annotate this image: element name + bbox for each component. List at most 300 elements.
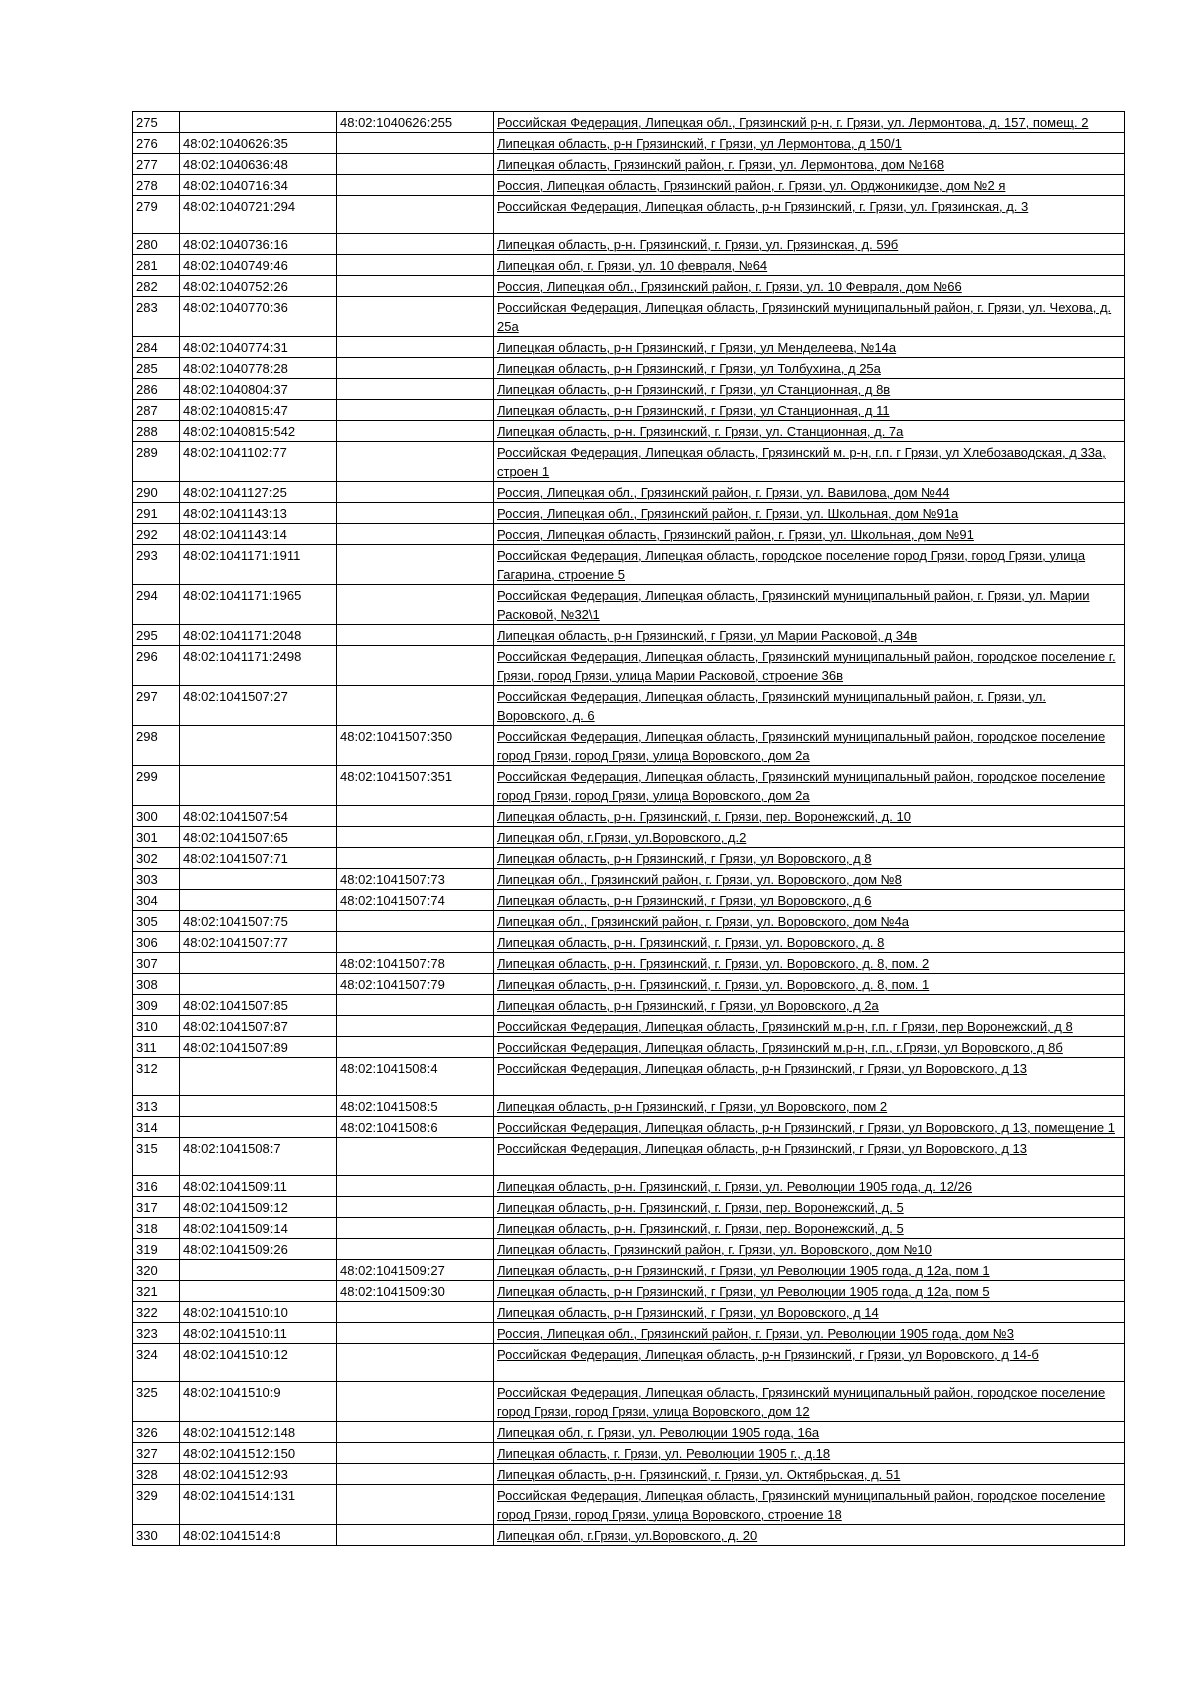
table-row: [133, 524, 1125, 545]
cadastral-number-object-cell: [337, 112, 494, 133]
cadastral-number-object-cell: [337, 1525, 494, 1546]
row-number-cell: [133, 1302, 180, 1323]
address-text: Липецкая область, р-н. Грязинский, г. Грязи, пер. Воронежский, д. 5: [497, 1200, 904, 1215]
cadastral-number-object-cell: [337, 482, 494, 503]
cadastral-number-object-cell: [337, 911, 494, 932]
cadastral-number-land-cell: [180, 1525, 337, 1546]
row-number-cell: [133, 869, 180, 890]
cadastral-number-land-cell: [180, 196, 337, 234]
row-number-cell: [133, 545, 180, 585]
row-number-text: 296: [136, 649, 158, 664]
address-cell: [494, 1443, 1125, 1464]
cadastral-number-land-text: 48:02:1041507:77: [183, 935, 288, 950]
cadastral-number-object-text: 48:02:1041508:4: [340, 1061, 438, 1076]
cadastral-number-land-cell: [180, 1464, 337, 1485]
cadastral-number-land-text: 48:02:1041507:65: [183, 830, 288, 845]
address-cell: [494, 133, 1125, 154]
cadastral-number-object-cell: [337, 133, 494, 154]
cadastral-number-object-cell: [337, 806, 494, 827]
table-row: [133, 503, 1125, 524]
cadastral-number-land-cell: [180, 953, 337, 974]
address-text: Липецкая область, р-н Грязинский, г Грязи, ул Станционная, д 8в: [497, 382, 891, 397]
address-text: Российская Федерация, Липецкая обл., Грязинский р-н, г. Грязи, ул. Лермонтова, д. 157, помещ. 2: [497, 115, 1089, 130]
cadastral-number-object-cell: [337, 1037, 494, 1058]
cadastral-number-object-cell: [337, 932, 494, 953]
row-number-text: 289: [136, 445, 158, 460]
cadastral-number-land-text: 48:02:1041512:148: [183, 1425, 296, 1440]
cadastral-number-object-cell: [337, 995, 494, 1016]
address-text: Липецкая область, р-н Грязинский, г Грязи, ул Воровского, д 8: [497, 851, 872, 866]
cadastral-number-land-text: 48:02:1041171:2048: [183, 628, 302, 643]
cadastral-number-land-text: 48:02:1040749:46: [183, 258, 288, 273]
table-row: [133, 1525, 1125, 1546]
address-cell: [494, 974, 1125, 995]
row-number-cell: [133, 827, 180, 848]
address-cell: [494, 154, 1125, 175]
address-text: Российская Федерация, Липецкая область, Грязинский муниципальный район, городское поселение город Грязи, город Грязи, улица Воровского, дом 12: [497, 1385, 1106, 1419]
cadastral-number-land-cell: [180, 358, 337, 379]
cadastral-number-land-text: 48:02:1041102:77: [183, 445, 287, 460]
address-text: Российская Федерация, Липецкая область, Грязинский м.р-н, г.п., г.Грязи, ул Воровского, д 8б: [497, 1040, 1063, 1055]
cadastral-number-land-cell: [180, 869, 337, 890]
cadastral-table: [132, 111, 1125, 1546]
address-cell: [494, 297, 1125, 337]
address-cell: [494, 1096, 1125, 1117]
cadastral-number-land-cell: [180, 1323, 337, 1344]
table-row: [133, 234, 1125, 255]
address-text: Липецкая область, р-н. Грязинский, г. Грязи, ул. Станционная, д. 7а: [497, 424, 904, 439]
cadastral-number-object-cell: [337, 297, 494, 337]
address-cell: [494, 1016, 1125, 1037]
address-text: Россия, Липецкая обл., Грязинский район, г. Грязи, ул. Школьная, дом №91а: [497, 506, 959, 521]
cadastral-number-land-text: 48:02:1041510:12: [183, 1347, 288, 1362]
cadastral-number-land-cell: [180, 1302, 337, 1323]
row-number-text: 304: [136, 893, 158, 908]
cadastral-number-land-text: 48:02:1041127:25: [183, 485, 287, 500]
table-row: [133, 442, 1125, 482]
cadastral-number-land-text: 48:02:1041507:75: [183, 914, 288, 929]
table-row: [133, 806, 1125, 827]
cadastral-number-object-cell: [337, 848, 494, 869]
cadastral-number-land-text: 48:02:1040636:48: [183, 157, 288, 172]
row-number-cell: [133, 379, 180, 400]
row-number-cell: [133, 337, 180, 358]
cadastral-number-land-text: 48:02:1041510:10: [183, 1305, 288, 1320]
cadastral-number-object-cell: [337, 400, 494, 421]
cadastral-number-object-cell: [337, 524, 494, 545]
cadastral-number-object-text: 48:02:1041508:5: [340, 1099, 438, 1114]
address-text: Российская Федерация, Липецкая область, р-н Грязинский, г Грязи, ул Воровского, д 13: [497, 1141, 1028, 1156]
row-number-text: 318: [136, 1221, 158, 1236]
row-number-text: 295: [136, 628, 158, 643]
cadastral-number-object-cell: [337, 1239, 494, 1260]
row-number-text: 286: [136, 382, 158, 397]
row-number-text: 329: [136, 1488, 158, 1503]
row-number-cell: [133, 196, 180, 234]
cadastral-number-land-text: 48:02:1040815:47: [183, 403, 288, 418]
cadastral-number-land-text: 48:02:1041510:9: [183, 1385, 281, 1400]
row-number-cell: [133, 421, 180, 442]
row-number-cell: [133, 1382, 180, 1422]
cadastral-number-land-cell: [180, 400, 337, 421]
row-number-cell: [133, 1281, 180, 1302]
cadastral-number-land-cell: [180, 1037, 337, 1058]
row-number-cell: [133, 911, 180, 932]
address-text: Липецкая область, р-н Грязинский, г Грязи, ул Марии Расковой, д 34в: [497, 628, 918, 643]
cadastral-number-land-text: 48:02:1040774:31: [183, 340, 288, 355]
row-number-cell: [133, 482, 180, 503]
cadastral-number-object-cell: [337, 625, 494, 646]
cadastral-number-land-cell: [180, 1058, 337, 1096]
table-row: [133, 1344, 1125, 1382]
cadastral-number-object-cell: [337, 545, 494, 585]
row-number-text: 324: [136, 1347, 158, 1362]
address-cell: [494, 890, 1125, 911]
address-text: Липецкая область, р-н. Грязинский, г. Грязи, ул. Революции 1905 года, д. 12/26: [497, 1179, 972, 1194]
row-number-text: 283: [136, 300, 158, 315]
cadastral-number-land-cell: [180, 827, 337, 848]
address-cell: [494, 1485, 1125, 1525]
row-number-cell: [133, 1323, 180, 1344]
row-number-text: 316: [136, 1179, 158, 1194]
table-row: [133, 827, 1125, 848]
row-number-cell: [133, 133, 180, 154]
row-number-text: 284: [136, 340, 158, 355]
address-cell: [494, 276, 1125, 297]
address-text: Липецкая область, р-н. Грязинский, г. Грязи, ул. Грязинская, д. 59б: [497, 237, 899, 252]
row-number-text: 290: [136, 485, 158, 500]
row-number-cell: [133, 1096, 180, 1117]
row-number-cell: [133, 1117, 180, 1138]
address-cell: [494, 1382, 1125, 1422]
row-number-cell: [133, 112, 180, 133]
table-row: [133, 1422, 1125, 1443]
cadastral-number-land-cell: [180, 154, 337, 175]
address-cell: [494, 379, 1125, 400]
row-number-text: 310: [136, 1019, 158, 1034]
row-number-text: 311: [136, 1040, 157, 1055]
cadastral-number-object-text: 48:02:1041507:351: [340, 769, 453, 784]
cadastral-number-land-text: 48:02:1041143:14: [183, 527, 287, 542]
table-row: [133, 1058, 1125, 1096]
cadastral-number-object-cell: [337, 1260, 494, 1281]
address-cell: [494, 482, 1125, 503]
cadastral-number-land-text: 48:02:1041512:150: [183, 1446, 296, 1461]
address-text: Липецкая область, р-н Грязинский, г Грязи, ул Воровского, д 6: [497, 893, 872, 908]
cadastral-number-land-cell: [180, 175, 337, 196]
row-number-text: 314: [136, 1120, 158, 1135]
cadastral-number-land-text: 48:02:1041508:7: [183, 1141, 281, 1156]
address-cell: [494, 234, 1125, 255]
cadastral-number-land-text: 48:02:1040736:16: [183, 237, 288, 252]
table-row: [133, 297, 1125, 337]
cadastral-number-object-cell: [337, 175, 494, 196]
cadastral-number-land-cell: [180, 133, 337, 154]
cadastral-number-object-cell: [337, 234, 494, 255]
table-row: [133, 1464, 1125, 1485]
row-number-text: 294: [136, 588, 158, 603]
cadastral-number-land-cell: [180, 995, 337, 1016]
row-number-cell: [133, 234, 180, 255]
address-cell: [494, 196, 1125, 234]
row-number-cell: [133, 154, 180, 175]
table-row: [133, 1016, 1125, 1037]
cadastral-number-object-cell: [337, 890, 494, 911]
address-text: Липецкая область, р-н Грязинский, г Грязи, ул Революции 1905 года, д 12а, пом 1: [497, 1263, 990, 1278]
row-number-cell: [133, 442, 180, 482]
table-row: [133, 686, 1125, 726]
address-text: Российская Федерация, Липецкая область, Грязинский муниципальный район, городское поселение город Грязи, город Грязи, улица Воровского, дом 2а: [497, 769, 1106, 803]
row-number-cell: [133, 1218, 180, 1239]
row-number-cell: [133, 848, 180, 869]
address-text: Российская Федерация, Липецкая область, р-н Грязинский, г Грязи, ул Воровского, д 13, помещение 1: [497, 1120, 1115, 1135]
cadastral-number-land-text: 48:02:1041507:27: [183, 689, 288, 704]
address-cell: [494, 1281, 1125, 1302]
address-cell: [494, 358, 1125, 379]
table-row: [133, 421, 1125, 442]
address-text: Липецкая обл., Грязинский район, г. Грязи, ул. Воровского, дом №8: [497, 872, 902, 887]
cadastral-number-object-cell: [337, 196, 494, 234]
cadastral-number-land-text: 48:02:1041509:14: [183, 1221, 288, 1236]
cadastral-number-land-text: 48:02:1041514:8: [183, 1528, 281, 1543]
cadastral-number-object-cell: [337, 442, 494, 482]
cadastral-number-object-cell: [337, 1016, 494, 1037]
address-text: Липецкая область, р-н. Грязинский, г. Грязи, пер. Воронежский, д. 10: [497, 809, 911, 824]
address-cell: [494, 646, 1125, 686]
address-text: Липецкая область, р-н Грязинский, г Грязи, ул Лермонтова, д 150/1: [497, 136, 902, 151]
address-cell: [494, 848, 1125, 869]
table-row: [133, 766, 1125, 806]
table-row: [133, 1260, 1125, 1281]
address-cell: [494, 421, 1125, 442]
cadastral-number-land-text: 48:02:1040626:35: [183, 136, 288, 151]
cadastral-number-land-cell: [180, 1443, 337, 1464]
cadastral-number-land-cell: [180, 726, 337, 766]
row-number-cell: [133, 1037, 180, 1058]
cadastral-number-land-cell: [180, 1239, 337, 1260]
row-number-cell: [133, 1525, 180, 1546]
address-text: Россия, Липецкая обл., Грязинский район, г. Грязи, ул. Революции 1905 года, дом №3: [497, 1326, 1014, 1341]
row-number-cell: [133, 1422, 180, 1443]
table-row: [133, 848, 1125, 869]
address-text: Российская Федерация, Липецкая область, Грязинский муниципальный район, городское поселение город Грязи, город Грязи, улица Воровского, строение 18: [497, 1488, 1106, 1522]
cadastral-number-land-text: 48:02:1040804:37: [183, 382, 288, 397]
cadastral-number-land-cell: [180, 890, 337, 911]
cadastral-number-object-cell: [337, 1281, 494, 1302]
address-cell: [494, 1239, 1125, 1260]
row-number-text: 298: [136, 729, 158, 744]
cadastral-number-object-cell: [337, 337, 494, 358]
cadastral-number-object-cell: [337, 686, 494, 726]
row-number-text: 312: [136, 1061, 158, 1076]
cadastral-number-land-text: 48:02:1041507:89: [183, 1040, 288, 1055]
address-text: Липецкая область, р-н. Грязинский, г. Грязи, ул. Воровского, д. 8, пом. 2: [497, 956, 930, 971]
table-row: [133, 869, 1125, 890]
cadastral-number-object-cell: [337, 421, 494, 442]
cadastral-number-object-text: 48:02:1041507:74: [340, 893, 445, 908]
cadastral-number-land-cell: [180, 234, 337, 255]
address-text: Россия, Липецкая область, Грязинский район, г. Грязи, ул. Орджоникидзе, дом №2 я: [497, 178, 1006, 193]
cadastral-number-object-cell: [337, 1382, 494, 1422]
row-number-cell: [133, 806, 180, 827]
address-cell: [494, 442, 1125, 482]
cadastral-number-object-cell: [337, 1197, 494, 1218]
cadastral-number-object-cell: [337, 1176, 494, 1197]
row-number-text: 309: [136, 998, 158, 1013]
table-row: [133, 1037, 1125, 1058]
row-number-text: 313: [136, 1099, 158, 1114]
cadastral-number-land-text: 48:02:1040778:28: [183, 361, 288, 376]
row-number-text: 330: [136, 1528, 158, 1543]
cadastral-number-land-cell: [180, 1218, 337, 1239]
cadastral-number-land-cell: [180, 646, 337, 686]
row-number-text: 307: [136, 956, 158, 971]
row-number-cell: [133, 1443, 180, 1464]
address-text: Российская Федерация, Липецкая область, городское поселение город Грязи, город Грязи, улица Гагарина, строение 5: [497, 548, 1086, 582]
cadastral-number-object-cell: [337, 1443, 494, 1464]
cadastral-number-land-cell: [180, 1382, 337, 1422]
cadastral-number-land-text: 48:02:1041514:131: [183, 1488, 296, 1503]
table-row: [133, 482, 1125, 503]
cadastral-number-land-text: 48:02:1040716:34: [183, 178, 288, 193]
address-cell: [494, 255, 1125, 276]
cadastral-number-object-cell: [337, 869, 494, 890]
cadastral-number-land-cell: [180, 1016, 337, 1037]
row-number-cell: [133, 686, 180, 726]
cadastral-number-object-text: 48:02:1041507:79: [340, 977, 445, 992]
cadastral-number-land-text: 48:02:1041507:85: [183, 998, 288, 1013]
row-number-text: 317: [136, 1200, 158, 1215]
address-cell: [494, 1260, 1125, 1281]
row-number-cell: [133, 1138, 180, 1176]
table-row: [133, 545, 1125, 585]
row-number-text: 291: [136, 506, 158, 521]
table-row: [133, 358, 1125, 379]
cadastral-number-land-cell: [180, 1138, 337, 1176]
address-text: Российская Федерация, Липецкая область, Грязинский муниципальный район, городское поселение город Грязи, город Грязи, улица Воровского, дом 2а: [497, 729, 1106, 763]
cadastral-number-land-text: 48:02:1041171:1911: [183, 548, 301, 563]
row-number-cell: [133, 1058, 180, 1096]
row-number-text: 285: [136, 361, 158, 376]
table-row: [133, 1302, 1125, 1323]
address-cell: [494, 726, 1125, 766]
row-number-text: 315: [136, 1141, 158, 1156]
table-row: [133, 1239, 1125, 1260]
cadastral-number-land-cell: [180, 585, 337, 625]
table-row: [133, 995, 1125, 1016]
table-row: [133, 400, 1125, 421]
table-row: [133, 154, 1125, 175]
address-cell: [494, 625, 1125, 646]
cadastral-number-land-cell: [180, 932, 337, 953]
table-row: [133, 1117, 1125, 1138]
address-cell: [494, 1525, 1125, 1546]
cadastral-number-object-cell: [337, 1138, 494, 1176]
address-text: Российская Федерация, Липецкая область, Грязинский муниципальный район, городское поселение г. Грязи, город Грязи, улица Марии Расковой, строение 36в: [497, 649, 1116, 683]
address-cell: [494, 932, 1125, 953]
address-cell: [494, 400, 1125, 421]
address-text: Российская Федерация, Липецкая область, р-н Грязинский, г. Грязи, ул. Грязинская, д. 3: [497, 199, 1029, 214]
cadastral-number-land-text: 48:02:1041507:71: [183, 851, 288, 866]
cadastral-number-land-cell: [180, 625, 337, 646]
table-row: [133, 196, 1125, 234]
row-number-cell: [133, 995, 180, 1016]
cadastral-number-object-cell: [337, 379, 494, 400]
cadastral-number-land-cell: [180, 1096, 337, 1117]
address-text: Липецкая область, р-н Грязинский, г Грязи, ул Воровского, д 2а: [497, 998, 879, 1013]
row-number-cell: [133, 297, 180, 337]
row-number-cell: [133, 276, 180, 297]
address-text: Липецкая область, р-н. Грязинский, г. Грязи, пер. Воронежский, д. 5: [497, 1221, 904, 1236]
cadastral-number-object-cell: [337, 1218, 494, 1239]
cadastral-number-land-text: 48:02:1040770:36: [183, 300, 288, 315]
row-number-text: 300: [136, 809, 158, 824]
table-row: [133, 646, 1125, 686]
address-cell: [494, 806, 1125, 827]
cadastral-number-land-cell: [180, 974, 337, 995]
address-text: Липецкая область, р-н Грязинский, г Грязи, ул Воровского, д 14: [497, 1305, 879, 1320]
table-row: [133, 974, 1125, 995]
row-number-cell: [133, 1176, 180, 1197]
row-number-cell: [133, 766, 180, 806]
cadastral-number-land-cell: [180, 766, 337, 806]
address-text: Липецкая обл., Грязинский район, г. Грязи, ул. Воровского, дом №4а: [497, 914, 910, 929]
cadastral-number-land-text: 48:02:1041171:2498: [183, 649, 302, 664]
cadastral-number-land-text: 48:02:1041509:12: [183, 1200, 288, 1215]
row-number-text: 308: [136, 977, 158, 992]
table-row: [133, 932, 1125, 953]
row-number-text: 278: [136, 178, 158, 193]
cadastral-number-land-cell: [180, 297, 337, 337]
row-number-text: 288: [136, 424, 158, 439]
row-number-cell: [133, 400, 180, 421]
cadastral-number-land-text: 48:02:1041143:13: [183, 506, 287, 521]
cadastral-number-land-cell: [180, 1344, 337, 1382]
table-row: [133, 1485, 1125, 1525]
address-cell: [494, 1323, 1125, 1344]
row-number-text: 282: [136, 279, 158, 294]
cadastral-number-land-cell: [180, 337, 337, 358]
address-cell: [494, 175, 1125, 196]
row-number-text: 275: [136, 115, 158, 130]
cadastral-number-land-cell: [180, 379, 337, 400]
table-row: [133, 625, 1125, 646]
address-text: Россия, Липецкая область, Грязинский район, г. Грязи, ул. Школьная, дом №91: [497, 527, 974, 542]
cadastral-number-object-text: 48:02:1041507:78: [340, 956, 445, 971]
address-text: Российская Федерация, Липецкая область, Грязинский муниципальный район, г. Грязи, ул. Марии Расковой, №32\1: [497, 588, 1090, 622]
address-cell: [494, 995, 1125, 1016]
address-cell: [494, 1037, 1125, 1058]
row-number-text: 277: [136, 157, 158, 172]
cadastral-number-object-cell: [337, 1096, 494, 1117]
row-number-cell: [133, 625, 180, 646]
row-number-cell: [133, 358, 180, 379]
cadastral-number-land-cell: [180, 482, 337, 503]
cadastral-number-land-cell: [180, 503, 337, 524]
table-row: [133, 1138, 1125, 1176]
address-cell: [494, 1302, 1125, 1323]
cadastral-number-object-cell: [337, 358, 494, 379]
table-row: [133, 112, 1125, 133]
table-row: [133, 1443, 1125, 1464]
cadastral-number-object-text: 48:02:1041507:350: [340, 729, 453, 744]
address-cell: [494, 1058, 1125, 1096]
cadastral-number-land-cell: [180, 442, 337, 482]
cadastral-number-object-cell: [337, 974, 494, 995]
cadastral-number-object-text: 48:02:1040626:255: [340, 115, 453, 130]
row-number-text: 325: [136, 1385, 158, 1400]
table-row: [133, 1281, 1125, 1302]
